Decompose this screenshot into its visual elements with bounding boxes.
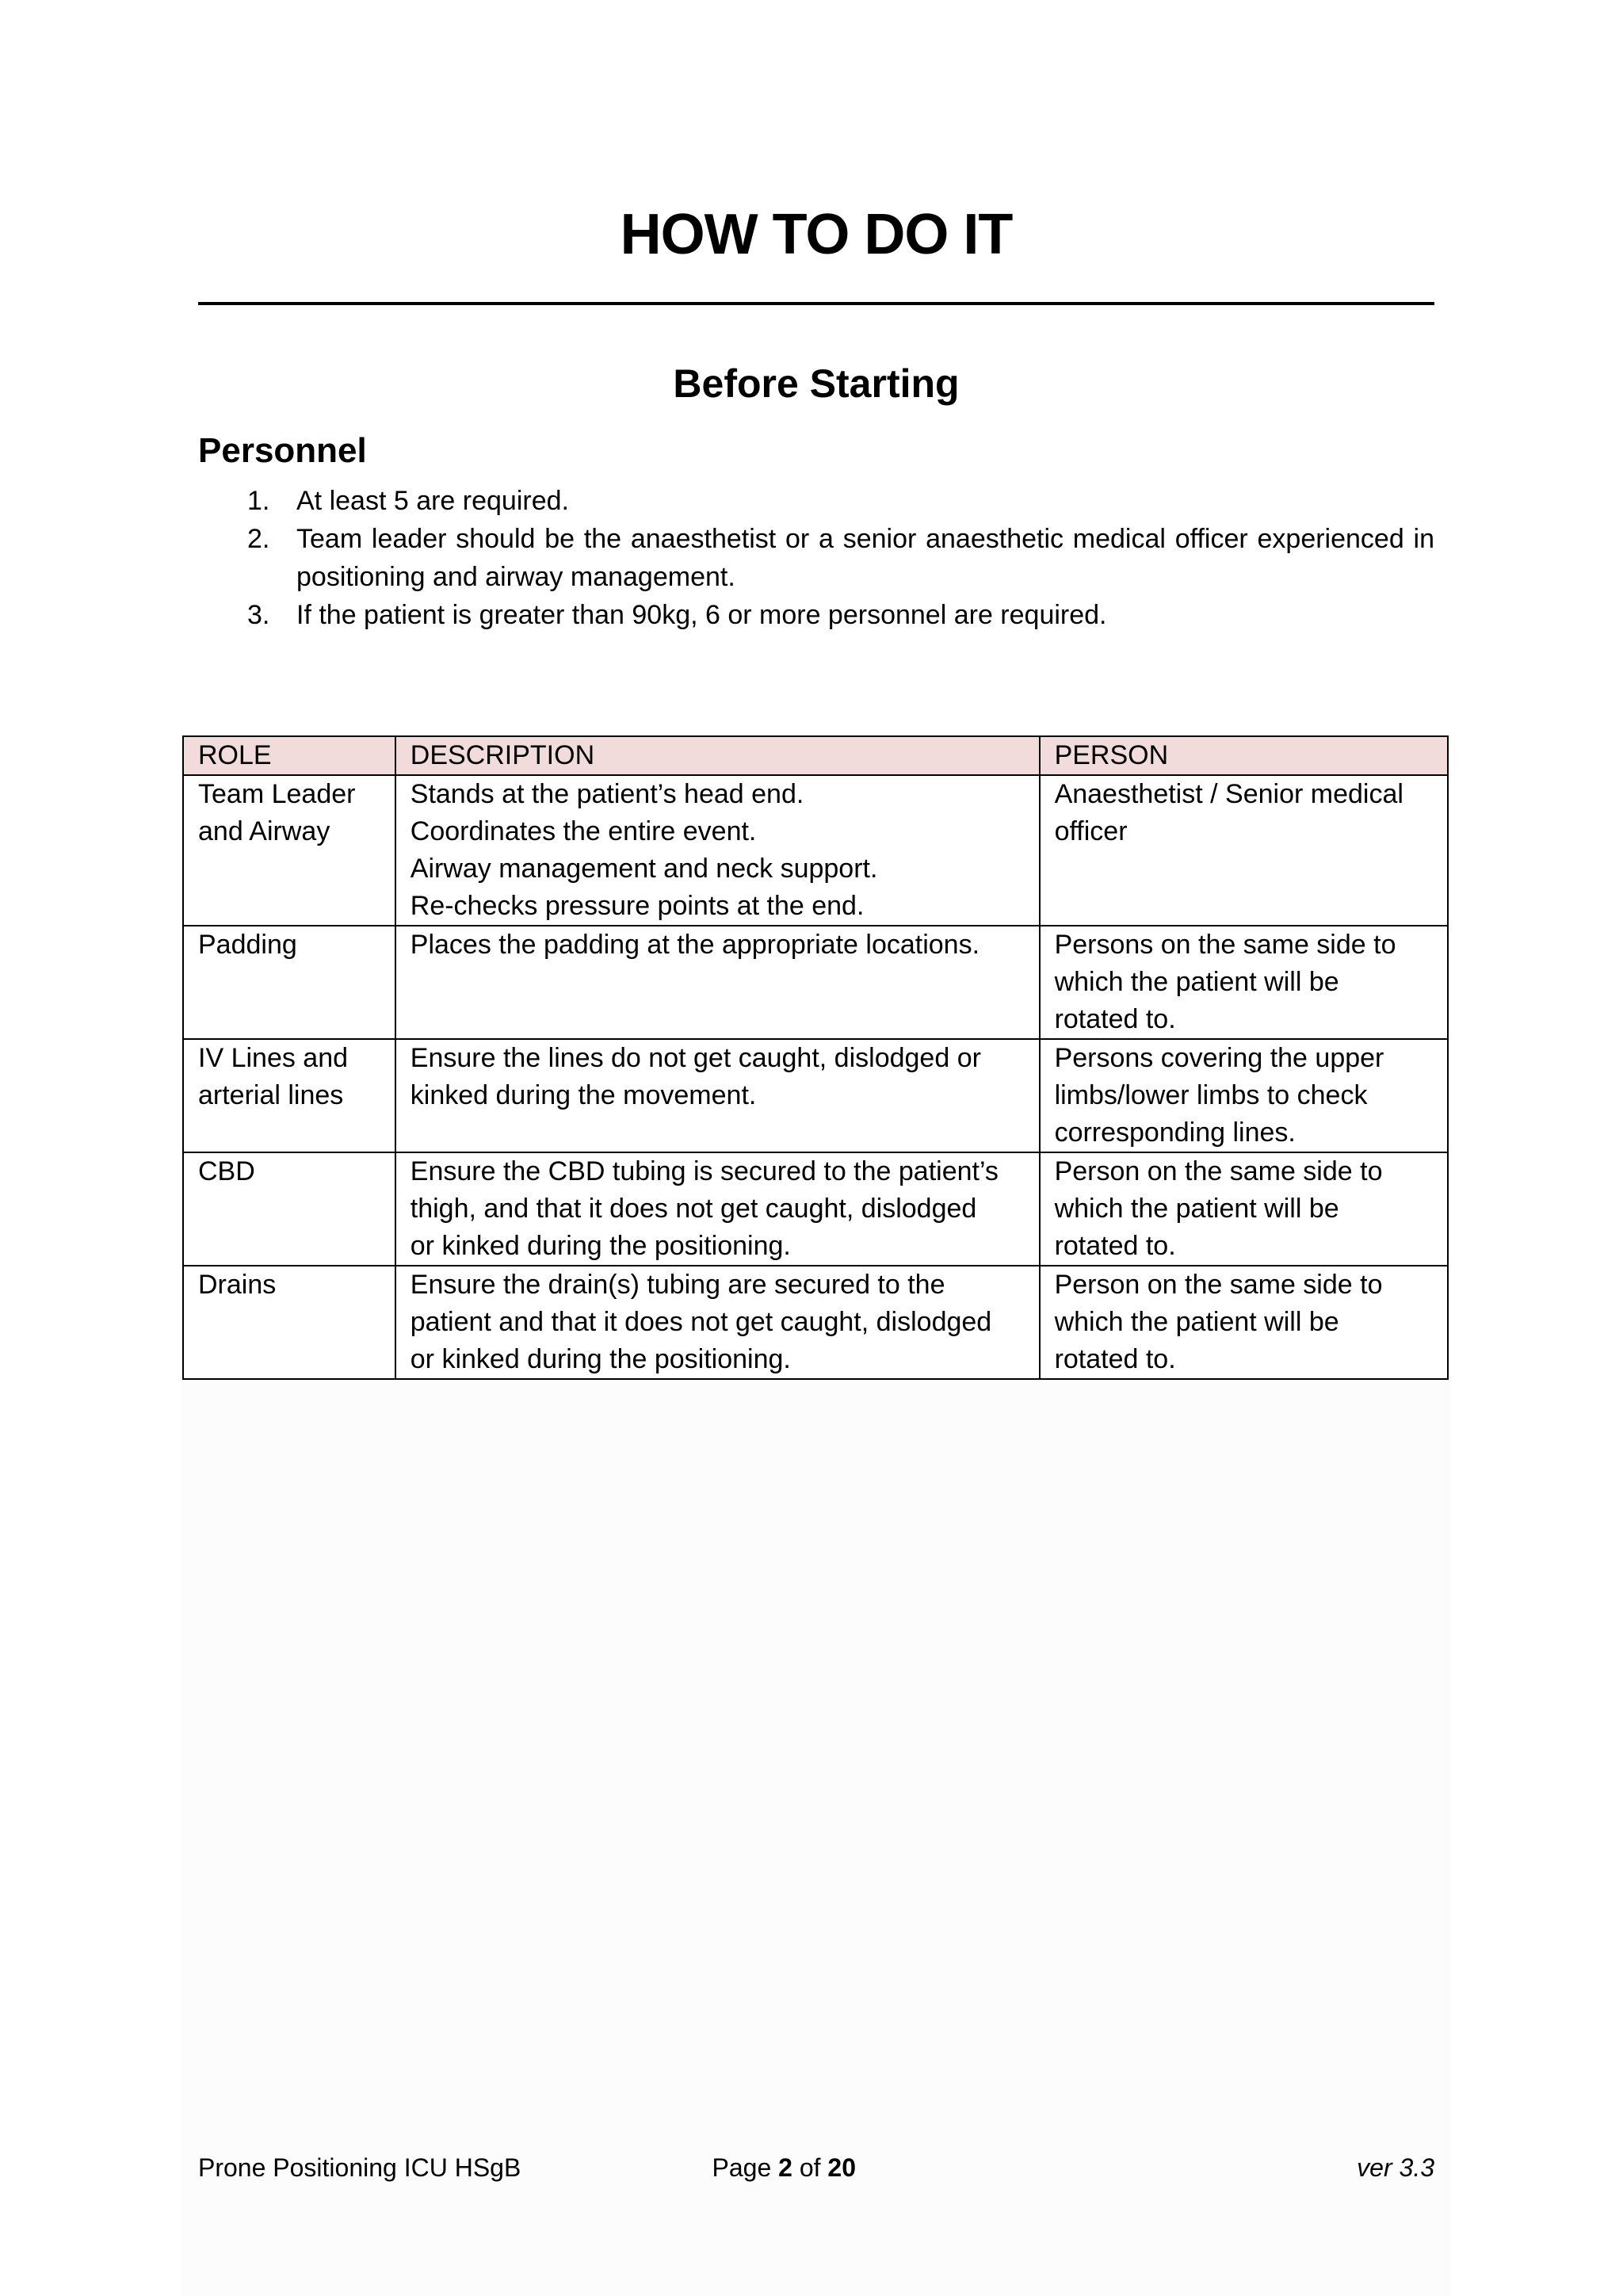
person-cell [1040, 1266, 1448, 1379]
person-cell [1040, 775, 1448, 926]
cell-line: Re-checks pressure points at the end. [410, 891, 865, 921]
list-text: If the patient is greater than 90kg, 6 or more personnel are required. [296, 600, 1107, 630]
table-row [183, 775, 1448, 926]
list-text: Team leader should be the anaesthetist or a senior anaesthetic medical officer experienced in positioning and airway management. [296, 524, 1434, 592]
description-cell [395, 1152, 1040, 1266]
cell-line: rotated to. [1054, 1004, 1176, 1034]
cell-line: Ensure the drain(s) tubing are secured to the [410, 1270, 945, 1300]
page-of-label: of [799, 2153, 821, 2182]
list-number: 1. [247, 486, 270, 516]
description-cell [395, 926, 1040, 1039]
person-cell [1040, 926, 1448, 1039]
page-total: 20 [827, 2153, 856, 2182]
cell-line: Airway management and neck support. [410, 854, 878, 884]
cell-line: Persons covering the upper [1054, 1043, 1384, 1073]
cell-line: thigh, and that it does not get caught, dislodged [410, 1194, 977, 1224]
role-cell [183, 1266, 395, 1379]
cell-line: CBD [198, 1156, 255, 1186]
cell-line: which the patient will be [1054, 967, 1339, 997]
cell-line: Padding [198, 930, 297, 960]
footer-document-name: Prone Positioning ICU HSgB [198, 2153, 521, 2182]
cell-line: or kinked during the positioning. [410, 1231, 791, 1261]
cell-line: rotated to. [1054, 1231, 1176, 1261]
table-header-row [183, 736, 1448, 775]
cell-line: and Airway [198, 816, 330, 846]
list-number: 2. [247, 524, 270, 554]
role-cell [183, 1152, 395, 1266]
description-cell [395, 1039, 1040, 1152]
cell-line: Team Leader [198, 779, 356, 809]
cell-line: Stands at the patient’s head end. [410, 779, 804, 809]
list-item [198, 520, 1434, 596]
cell-line: rotated to. [1054, 1344, 1176, 1374]
cell-line: Person on the same side to [1054, 1270, 1383, 1300]
role-cell [183, 926, 395, 1039]
list-item [198, 482, 1434, 520]
footer-version: ver 3.3 [1357, 2153, 1434, 2182]
subsection-title: Personnel [198, 431, 367, 470]
role-cell [183, 775, 395, 926]
cell-line: officer [1054, 816, 1128, 846]
cell-line: limbs/lower limbs to check [1054, 1080, 1368, 1110]
cell-line: Ensure the lines do not get caught, dislodged or [410, 1043, 981, 1073]
cell-line: corresponding lines. [1054, 1117, 1296, 1148]
list-item [198, 596, 1434, 634]
roles-table [182, 735, 1449, 1380]
cell-line: patient and that it does not get caught, dislodged [410, 1307, 992, 1337]
table-row [183, 1152, 1448, 1266]
column-header-person: PERSON [1040, 736, 1448, 775]
page-title: HOW TO DO IT [620, 203, 1013, 266]
description-cell [395, 775, 1040, 926]
cell-line: which the patient will be [1054, 1194, 1339, 1224]
cell-line: Person on the same side to [1054, 1156, 1383, 1186]
person-cell [1040, 1039, 1448, 1152]
column-header-role: ROLE [183, 736, 395, 775]
cell-line: IV Lines and [198, 1043, 349, 1073]
page-footer [198, 2153, 1434, 2191]
cell-line: which the patient will be [1054, 1307, 1339, 1337]
cell-line: Ensure the CBD tubing is secured to the patient’s [410, 1156, 999, 1186]
page-label: Page [712, 2153, 772, 2182]
page-current: 2 [778, 2153, 792, 2182]
title-divider [198, 302, 1434, 305]
cell-line: Drains [198, 1270, 277, 1300]
cell-line: Places the padding at the appropriate locations. [410, 930, 980, 960]
column-header-description: DESCRIPTION [395, 736, 1040, 775]
cell-line: Persons on the same side to [1054, 930, 1396, 960]
person-cell [1040, 1152, 1448, 1266]
list-number: 3. [247, 600, 270, 630]
role-cell [183, 1039, 395, 1152]
table-row [183, 926, 1448, 1039]
personnel-list [198, 482, 1434, 634]
cell-line: kinked during the movement. [410, 1080, 757, 1110]
cell-line: arterial lines [198, 1080, 344, 1110]
section-title: Before Starting [673, 361, 960, 406]
cell-line: Coordinates the entire event. [410, 816, 757, 846]
list-text: At least 5 are required. [296, 486, 569, 516]
cell-line: or kinked during the positioning. [410, 1344, 791, 1374]
cell-line: Anaesthetist / Senior medical [1054, 779, 1403, 809]
table-row [183, 1039, 1448, 1152]
footer-page-number [198, 2153, 856, 2183]
table-row [183, 1266, 1448, 1379]
description-cell [395, 1266, 1040, 1379]
